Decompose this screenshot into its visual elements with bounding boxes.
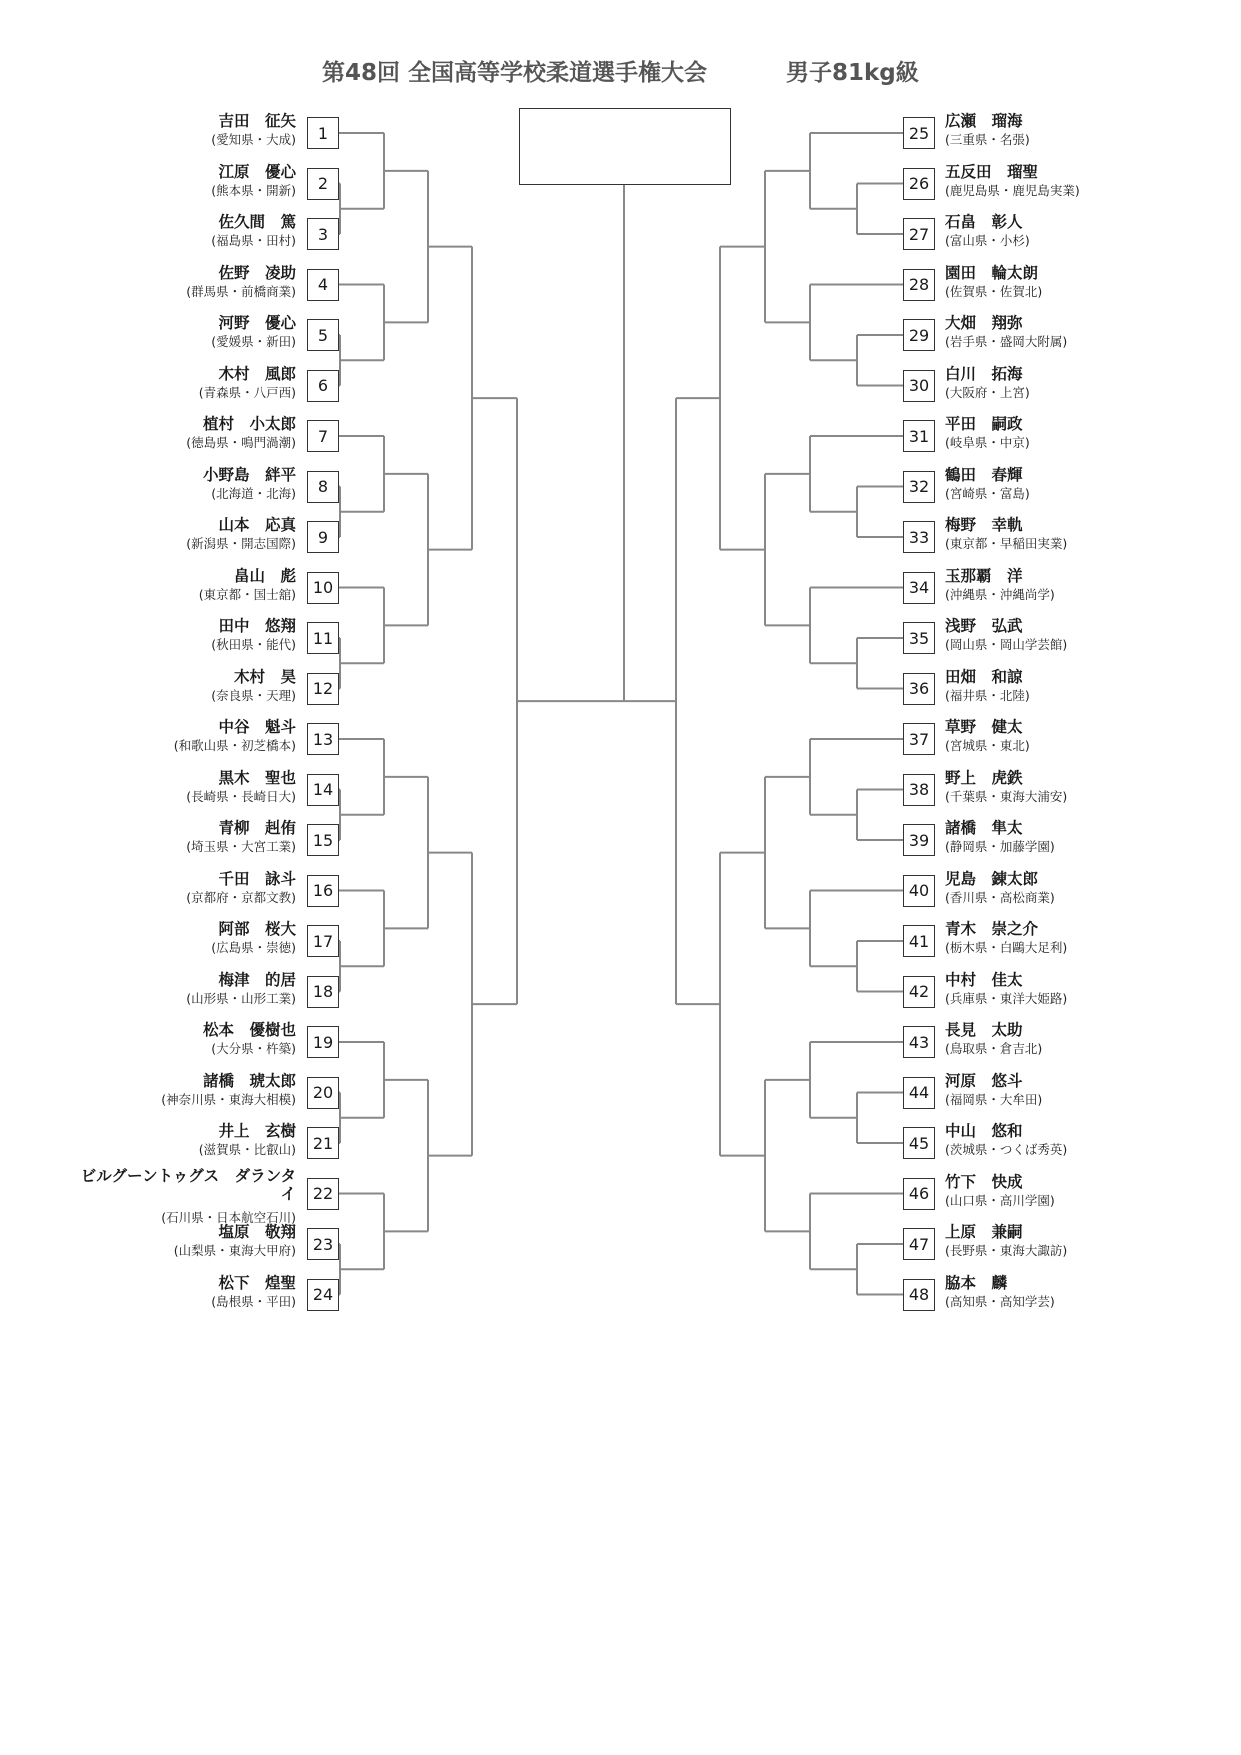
player-name: 阿部 桜大 [218,920,296,938]
player-name: 白川 拓海 [945,364,1023,383]
seed-box: 30 [903,370,935,402]
player-name: 平田 嗣政 [945,415,1023,433]
player-name: 鶴田 春輝 [945,465,1023,484]
player-affiliation: (広島県・崇徳) [211,940,296,955]
seed-box: 24 [307,1279,339,1311]
player-name: 青木 崇之介 [945,920,1039,938]
seed-box: 19 [307,1026,339,1058]
player-affiliation: (高知県・高知学芸) [945,1293,1055,1309]
player-affiliation: (奈良県・天理) [211,687,296,703]
player-name: 中谷 魁斗 [218,718,296,736]
player-affiliation: (埼玉県・大宮工業) [186,839,296,854]
player-name: 山本 応真 [218,516,296,534]
player-name: 河野 優心 [218,314,296,332]
player-name: 梅野 幸軌 [945,516,1023,534]
player-affiliation: (福井県・北陸) [945,687,1030,703]
seed-box: 6 [307,370,339,402]
player-name: 長見 太助 [945,1021,1023,1039]
seed-box: 35 [903,622,935,654]
player-name: 梅津 的居 [218,970,296,989]
player-affiliation: (香川県・高松商業) [945,889,1055,905]
player-affiliation: (宮崎県・富島) [945,485,1030,501]
player-affiliation: (熊本県・開新) [211,182,296,198]
seed-box: 31 [903,420,935,452]
player-affiliation: (秋田県・能代) [211,637,296,652]
player-name: 中村 佳太 [945,970,1023,989]
player-name: 草野 健太 [945,718,1023,736]
player-affiliation: (山形県・山形工業) [186,990,296,1006]
player-name: 木村 昊 [233,667,296,686]
player-affiliation: (青森県・八戸西) [198,384,296,400]
seed-box: 7 [307,420,339,452]
player-name: 植村 小太郎 [202,415,296,433]
player-name: 大畑 翔弥 [945,314,1023,332]
seed-box: 3 [307,218,339,250]
seed-box: 38 [903,774,935,806]
player-name: 竹下 快成 [945,1172,1023,1191]
player-name: 田畑 和諒 [945,667,1023,686]
seed-box: 48 [903,1279,935,1311]
seed-box: 28 [903,269,935,301]
player-affiliation: (山梨県・東海大甲府) [173,1243,296,1258]
player-affiliation: (鹿児島県・鹿児島実業) [945,182,1080,198]
player-name: 佐久間 篤 [218,213,296,231]
player-affiliation: (岡山県・岡山学芸館) [945,637,1068,652]
player-name: 木村 風郎 [218,364,296,383]
player-name: 中山 悠和 [945,1122,1023,1140]
player-affiliation: (三重県・名張) [945,132,1030,147]
player-name: 五反田 瑠聖 [945,162,1039,181]
seed-box: 12 [307,673,339,705]
player-affiliation: (鳥取県・倉吉北) [945,1041,1043,1056]
seed-box: 14 [307,774,339,806]
player-name: 吉田 征矢 [218,112,296,130]
player-name: 河原 悠斗 [945,1071,1023,1090]
player-affiliation: (徳島県・鳴門渦潮) [186,435,296,450]
seed-box: 11 [307,622,339,654]
player-affiliation: (栃木県・白鷗大足利) [945,940,1068,955]
seed-box: 15 [307,824,339,856]
player-name: 上原 兼嗣 [945,1223,1023,1241]
player-affiliation: (宮城県・東北) [945,738,1030,753]
player-affiliation: (神奈川県・東海大相模) [161,1091,296,1107]
player-affiliation: (長崎県・長崎日大) [186,788,296,804]
player-affiliation: (愛媛県・新田) [211,334,296,349]
seed-box: 37 [903,723,935,755]
player-name: 佐野 凌助 [218,263,296,282]
player-name: 田中 悠翔 [218,617,296,635]
seed-box: 45 [903,1127,935,1159]
player-affiliation: (沖縄県・沖縄尚学) [945,586,1055,602]
player-affiliation: (岐阜県・中京) [945,435,1030,450]
seed-box: 33 [903,521,935,553]
seed-box: 29 [903,319,935,351]
player-affiliation: (千葉県・東海大浦安) [945,788,1068,804]
seed-box: 23 [307,1228,339,1260]
player-name: 浅野 弘武 [945,617,1023,635]
seed-box: 9 [307,521,339,553]
player-affiliation: (静岡県・加藤学園) [945,839,1055,854]
seed-box: 44 [903,1077,935,1109]
player-name: 脇本 麟 [945,1273,1008,1292]
winner-box [519,108,731,185]
player-name: 児島 錬太郎 [945,869,1039,888]
seed-box: 17 [307,925,339,957]
player-name: 塩原 敬翔 [218,1223,296,1241]
seed-box: 41 [903,925,935,957]
division-title: 男子81kg級 [786,60,919,86]
seed-box: 43 [903,1026,935,1058]
player-affiliation: (長野県・東海大諏訪) [945,1243,1068,1258]
player-name: 野上 虎鉄 [945,768,1023,787]
player-affiliation: (島根県・平田) [211,1293,296,1309]
seed-box: 26 [903,168,935,200]
player-name: 園田 輪太朗 [945,263,1039,282]
player-affiliation: (群馬県・前橋商業) [186,283,296,299]
player-affiliation: (佐賀県・佐賀北) [945,283,1043,299]
player-affiliation: (東京都・国士舘) [198,586,296,602]
player-affiliation: (山口県・高川学園) [945,1192,1055,1208]
player-affiliation: (富山県・小杉) [945,233,1030,248]
player-name: 石畠 彰人 [945,213,1023,231]
player-name: 千田 詠斗 [218,869,296,888]
seed-box: 21 [307,1127,339,1159]
seed-box: 47 [903,1228,935,1260]
player-name: 広瀬 瑠海 [945,112,1023,130]
player-affiliation: (和歌山県・初芝橋本) [173,738,296,753]
player-name: 松本 優樹也 [202,1021,296,1039]
seed-box: 36 [903,673,935,705]
player-affiliation: (新潟県・開志国際) [186,536,296,551]
seed-box: 4 [307,269,339,301]
seed-box: 27 [903,218,935,250]
seed-box: 39 [903,824,935,856]
player-affiliation: (京都府・京都文教) [186,889,296,905]
player-affiliation: (大阪府・上宮) [945,384,1030,400]
seed-box: 20 [307,1077,339,1109]
seed-box: 13 [307,723,339,755]
seed-box: 8 [307,471,339,503]
seed-box: 18 [307,976,339,1008]
player-name: 松下 煌聖 [218,1273,296,1292]
player-affiliation: (福岡県・大牟田) [945,1091,1043,1107]
seed-box: 10 [307,572,339,604]
seed-box: 32 [903,471,935,503]
seed-box: 2 [307,168,339,200]
player-name: 小野島 絆平 [202,465,296,484]
player-name: 青柳 赳侑 [218,819,296,837]
seed-box: 42 [903,976,935,1008]
seed-box: 5 [307,319,339,351]
player-affiliation: (大分県・杵築) [211,1041,296,1056]
player-name: 江原 優心 [218,162,296,181]
player-affiliation: (石川県・日本航空石川) [161,1209,296,1225]
seed-box: 22 [307,1178,339,1210]
player-affiliation: (茨城県・つくば秀英) [945,1142,1068,1157]
player-affiliation: (東京都・早稲田実業) [945,536,1068,551]
player-affiliation: (北海道・北海) [211,485,296,501]
player-name: 井上 玄樹 [218,1122,296,1140]
player-name: 諸橋 隼太 [945,819,1023,837]
player-name: 黒木 聖也 [218,768,296,787]
tournament-title: 第48回 全国高等学校柔道選手権大会 [322,60,708,86]
seed-box: 34 [903,572,935,604]
player-name: 諸橋 琥太郎 [202,1071,296,1090]
seed-box: 40 [903,875,935,907]
seed-box: 46 [903,1178,935,1210]
player-affiliation: (岩手県・盛岡大附属) [945,334,1068,349]
player-affiliation: (福島県・田村) [211,233,296,248]
player-affiliation: (兵庫県・東洋大姫路) [945,990,1068,1006]
player-name: 玉那覇 洋 [945,566,1023,585]
seed-box: 25 [903,117,935,149]
player-name: ビルグーントゥグス ダランタ イ [80,1166,296,1203]
seed-box: 16 [307,875,339,907]
seed-box: 1 [307,117,339,149]
player-name: 畠山 彪 [233,566,296,585]
player-affiliation: (滋賀県・比叡山) [198,1142,296,1157]
player-affiliation: (愛知県・大成) [211,132,296,147]
